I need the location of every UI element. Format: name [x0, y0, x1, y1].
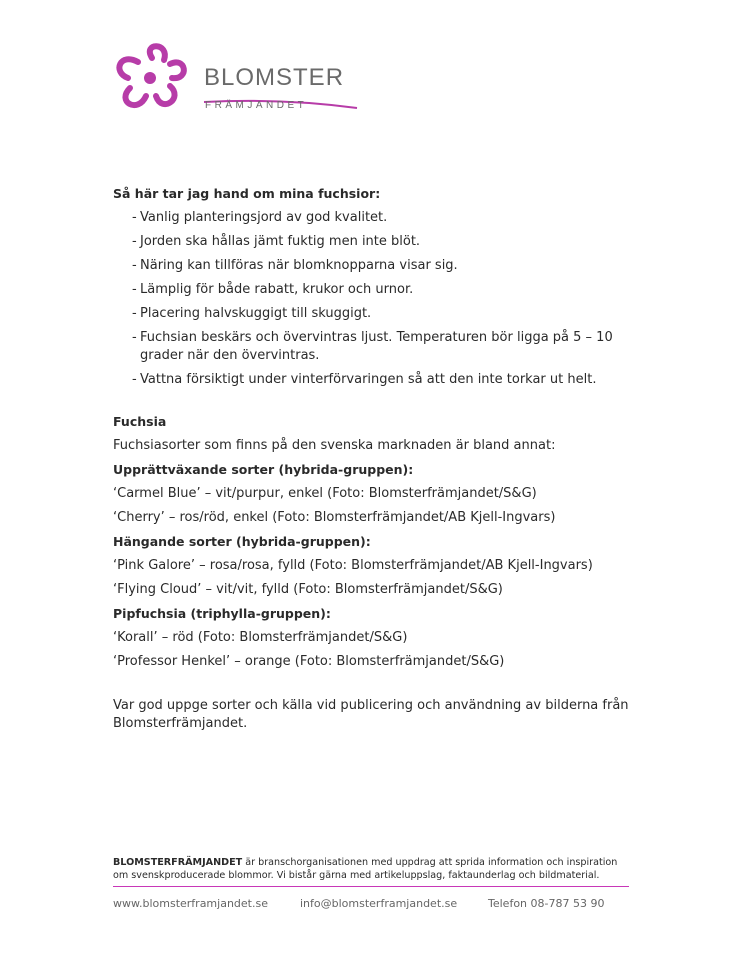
footer-description — [113, 856, 633, 882]
group-title: Hängande sorter (hybrida-gruppen): — [113, 534, 371, 549]
group-title: Pipfuchsia (triphylla-gruppen): — [113, 606, 331, 621]
website-link[interactable]: www.blomsterframjandet.se — [113, 897, 268, 910]
email-link[interactable]: info@blomsterframjandet.se — [300, 897, 458, 910]
footer-org: BLOMSTERFRÄMJANDET — [113, 857, 243, 868]
list-item: - Lämplig för både rabatt, krukor och urnor. — [132, 282, 414, 297]
variety-entry: ‘Flying Cloud’ – vit/vit, fylld (Foto: Blomsterfrämjandet/S&G) — [113, 582, 503, 597]
document-body — [113, 185, 643, 733]
usage-note: Var god uppge sorter och källa vid publicering och användning av bilderna från Blomsterfrämjandet. — [113, 698, 629, 731]
footer-divider — [113, 886, 629, 887]
list-item: - Vattna försiktigt under vinterförvaringen så att den inte torkar ut helt. — [132, 372, 597, 387]
list-item: - Placering halvskuggigt till skuggigt. — [132, 306, 372, 321]
group-title: Upprättväxande sorter (hybrida-gruppen): — [113, 462, 414, 477]
care-list — [113, 209, 643, 389]
list-item: - Vanlig planteringsjord av god kvalitet. — [132, 210, 388, 225]
variety-entry: ‘Korall’ – röd (Foto: Blomsterfrämjandet/S&G) — [113, 630, 408, 645]
variety-entry: ‘Cherry’ – ros/röd, enkel (Foto: Blomsterfrämjandet/AB Kjell-Ingvars) — [113, 510, 556, 525]
variety-entry: ‘Professor Henkel’ – orange (Foto: Blomsterfrämjandet/S&G) — [113, 654, 505, 669]
fuchsia-heading: Fuchsia — [113, 414, 167, 429]
footer-text: är branschorganisationen med uppdrag att sprida information och inspiration om svenskproducerade blommor. Vi bistår gärna med artikeluppslag, faktaunderlag och bildmaterial. — [113, 857, 618, 881]
fuchsia-intro: Fuchsiasorter som finns på den svenska marknaden är bland annat: — [113, 438, 556, 453]
variety-entry: ‘Pink Galore’ – rosa/rosa, fylld (Foto: Blomsterfrämjandet/AB Kjell-Ingvars) — [113, 558, 593, 573]
phone-number: Telefon 08-787 53 90 — [488, 897, 605, 910]
logo-subtitle: FRÄMJANDET — [205, 100, 308, 111]
list-item: - Fuchsian beskärs och övervintras ljust. Temperaturen bör ligga på 5 – 10 grader när den övervintras. — [132, 330, 613, 363]
fuchsia-section — [113, 413, 643, 733]
variety-entry: ‘Carmel Blue’ – vit/purpur, enkel (Foto: Blomsterfrämjandet/S&G) — [113, 486, 537, 501]
list-item: - Näring kan tillföras när blomknopparna visar sig. — [132, 258, 458, 273]
list-item: - Jorden ska hållas jämt fuktig men inte blöt. — [132, 234, 421, 249]
logo-wordmark: BLOMSTER — [204, 64, 345, 91]
logo — [112, 40, 362, 130]
care-heading: Så här tar jag hand om mina fuchsior: — [113, 186, 381, 201]
